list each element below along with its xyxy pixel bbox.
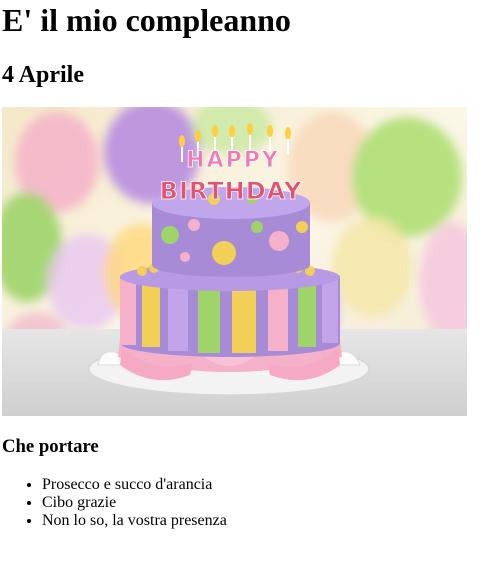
party-date: 4 Aprile	[2, 62, 84, 88]
list-item: • Cibo grazie	[42, 494, 490, 512]
list-item: • Prosecco e succo d'arancia	[42, 476, 490, 494]
cake-lower-tier	[120, 263, 340, 357]
birthday-cake-image	[2, 107, 467, 416]
bring-list	[2, 476, 490, 530]
candles-birthday-text: BIRTHDAY	[159, 177, 303, 205]
cake-illustration	[2, 107, 467, 416]
list-item: • Non lo so, la vostra presenza	[42, 512, 490, 530]
page-content	[0, 2, 498, 530]
bring-heading: Che portare	[2, 436, 99, 457]
page-title: E' il mio compleanno	[2, 2, 291, 38]
candles-happy-text: HAPPY	[186, 148, 280, 173]
